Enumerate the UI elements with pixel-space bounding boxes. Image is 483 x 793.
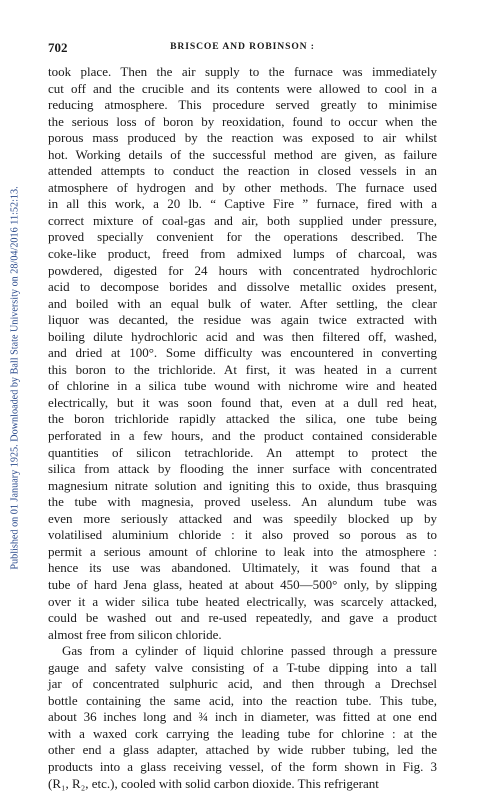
text-line: acid to decompose borides and dissolve metallic oxides present, (48, 279, 437, 295)
text-line: other end a glass adapter, attached by wide rubber tubing, led the (48, 742, 437, 758)
text-line: the tube with magnesia, proved useless. An alundum tube was (48, 494, 437, 510)
text-line: reducing atmosphere. This procedure served greatly to minimise (48, 97, 437, 113)
text-line: volatilised aluminium chloride : it also proved so porous as to (48, 527, 437, 543)
text-line: permit a serious amount of chlorine to leak into the atmosphere : (48, 543, 437, 559)
text-line: (R₁, R₂, etc.), cooled with solid carbon dioxide. This refrigerant (48, 775, 379, 791)
paragraph (48, 643, 437, 792)
text-line: the serious loss of boron by reoxidation, found to occur when the (48, 113, 437, 129)
text-line: bottle containing the same acid, into the reaction tube. This tube, (48, 692, 437, 708)
text-line: quantities of silicon tetrachloride. An attempt to protect the (48, 444, 437, 460)
text-line: magnesium nitrate solution and igniting this to oxide, thus brasquing (48, 477, 437, 493)
text-line: powdered, digested for 24 hours with concentrated hydrochloric (48, 262, 437, 278)
page-number: 702 (48, 40, 68, 55)
download-watermark-text: Published on 01 January 1925. Downloaded by Ball State University on 28/04/2016 11:52:13. (9, 186, 21, 570)
text-line: attended attempts to conduct the reaction in closed vessels in an (48, 163, 437, 179)
text-line: proved specially convenient for the operations described. The (48, 229, 437, 245)
text-line: atmosphere of hydrogen and by other methods. The furnace used (48, 179, 437, 195)
text-line: took place. Then the air supply to the furnace was immediately (48, 64, 437, 79)
text-line: Gas from a cylinder of liquid chlorine passed through a pressure (62, 643, 437, 659)
download-watermark (0, 0, 30, 793)
text-line: boiling dilute hydrochloric acid and was then filtered off, washed, (48, 328, 437, 344)
text-line: about 36 inches long and ¾ inch in diameter, was fitted at one end (48, 709, 437, 725)
text-line: and boiled with an equal bulk of water. After settling, the clear (48, 295, 437, 311)
page-header (48, 40, 437, 60)
text-line: of chlorine in a silica tube wound with nichrome wire and heated (48, 378, 437, 394)
running-head: BRISCOE AND ROBINSON : (170, 41, 315, 52)
text-line: this boron to the trichloride. At first, it was heated in a current (48, 361, 437, 377)
text-line: gauge and safety valve consisting of a T-tube dipping into a tall (48, 659, 437, 675)
text-line: hot. Working details of the successful method are given, as failure (48, 146, 437, 162)
text-line: almost free from silicon chloride. (48, 626, 222, 642)
text-line: in all this work, a 20 lb. “ Captive Fire ” furnace, fired with a (48, 196, 437, 212)
text-line: even more seriously attacked and was speedily blocked up by (48, 510, 437, 526)
text-line: silica from attack by flooding the inner surface with concentrated (48, 461, 437, 477)
text-line: over it a wider silica tube heated electrically, was scarcely attacked, (48, 593, 437, 609)
body-text (48, 64, 437, 792)
text-line: perforated in a few hours, and the product contained considerable (48, 428, 437, 444)
text-line: products into a glass receiving vessel, of the form shown in Fig. 3 (48, 758, 437, 774)
text-line: with a waxed cork carrying the leading tube for chlorine : at the (48, 725, 437, 741)
text-line: could be washed out and re-used repeatedly, and gave a product (48, 610, 437, 626)
text-line: coke-like product, freed from admixed lumps of charcoal, was (48, 246, 437, 262)
text-line: tube of hard Jena glass, heated at about 450—500° only, by slipping (48, 576, 437, 592)
text-line: hence its use was abandoned. Ultimately, it was found that a (48, 560, 437, 576)
text-line: the boron trichloride rapidly attacked the silica, one tube being (48, 411, 437, 427)
text-line: and dried at 100°. Some difficulty was encountered in converting (48, 345, 437, 361)
text-line: jar of concentrated sulphuric acid, and then through a Drechsel (48, 676, 437, 692)
paragraph (48, 64, 437, 643)
text-line: porous mass produced by the reaction was exposed to air whilst (48, 130, 437, 146)
text-line: correct mixture of coal-gas and air, both supplied under pressure, (48, 212, 437, 228)
text-line: electrically, but it was soon found that, even at a dull red heat, (48, 394, 437, 410)
text-line: cut off and the crucible and its contents were allowed to cool in a (48, 80, 437, 96)
text-line: liquor was decanted, the residue was again twice extracted with (48, 312, 437, 328)
